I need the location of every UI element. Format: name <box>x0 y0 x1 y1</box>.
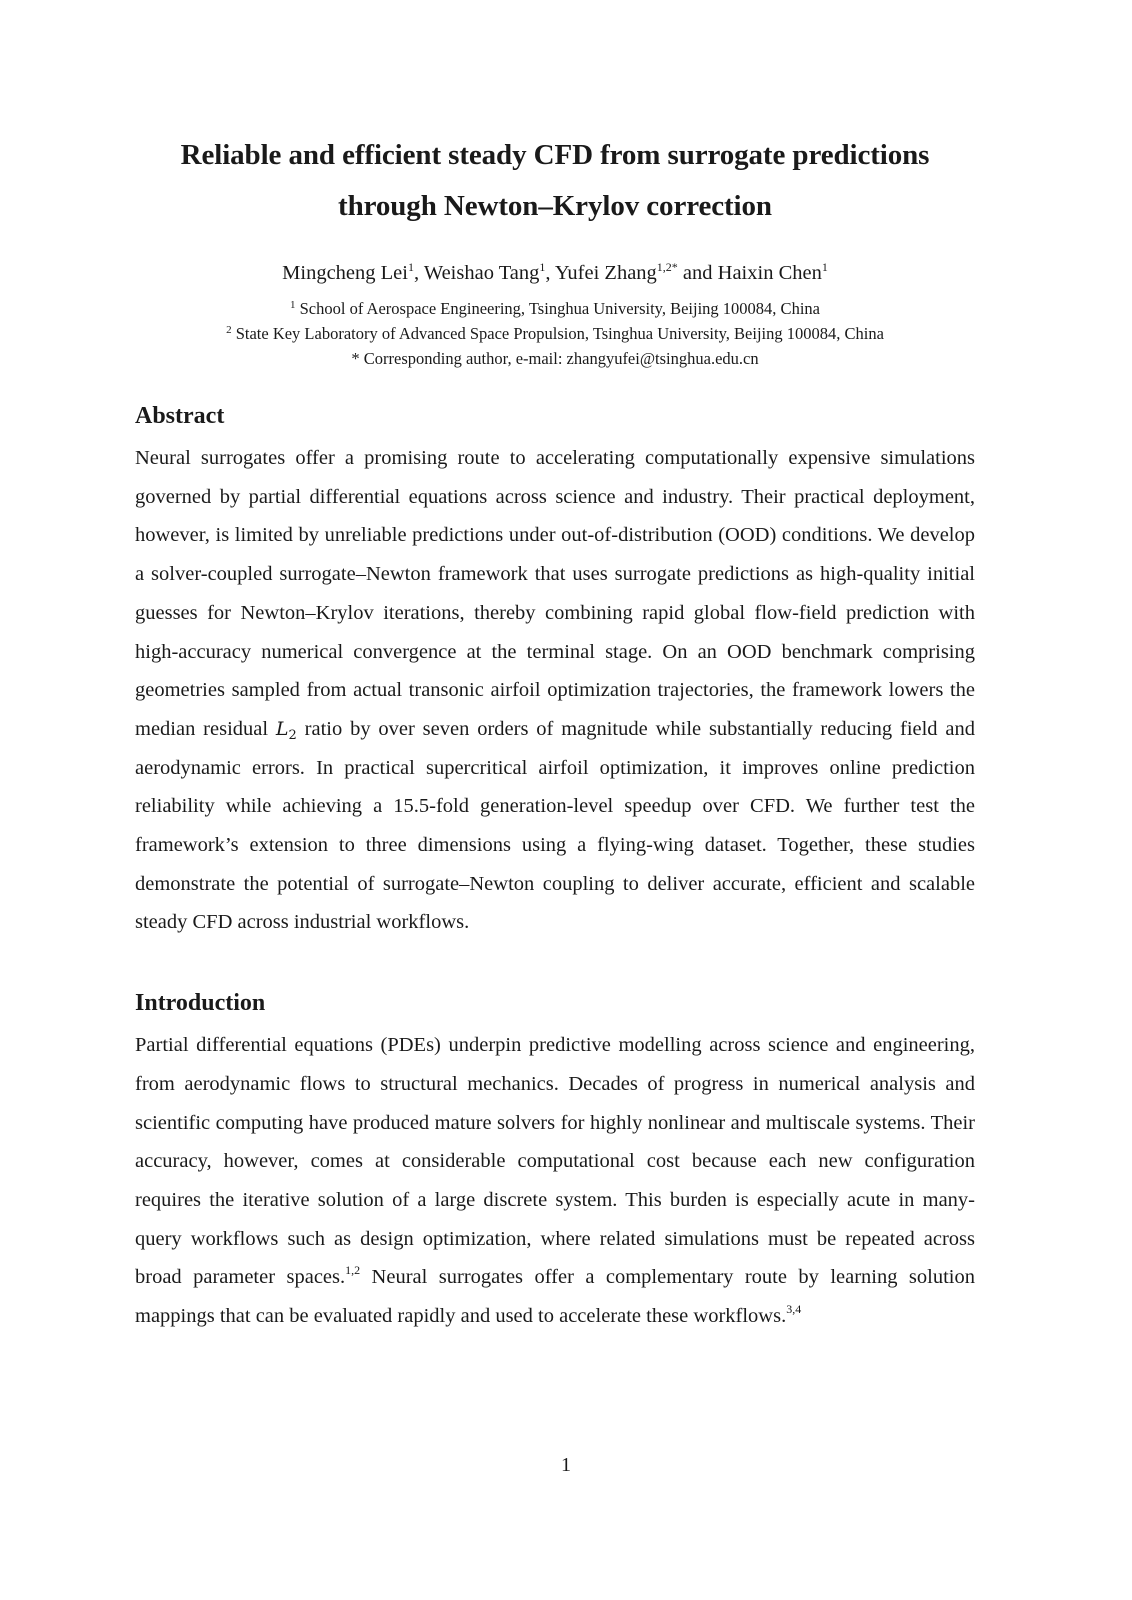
citation-mark: 1,2 <box>345 1263 361 1278</box>
abstract-text-part-1: Neural surrogates offer a promising route to accelerating computationally expensive simulations governed by partial differential equations across science and industry. Their practical deployment, however, is limited by unreliable predictions under out-of-distribution (OOD) conditions. We develop a solver-coupled surrogate–Newton framework that uses surrogate predictions as high-quality initial guesses for Newton–Krylov iterations, thereby combining rapid global flow-field prediction with high-accuracy numerical convergence at the terminal stage. On an OOD benchmark comprising geometries sampled from actual transonic airfoil optimization trajectories, the framework lowers the median residual <box>135 447 975 740</box>
author-name: Haixin Chen <box>717 262 822 284</box>
paper-title <box>135 130 975 232</box>
math-subscript: 2 <box>288 727 297 743</box>
affiliation-1 <box>135 296 975 321</box>
affiliation-text: State Key Laboratory of Advanced Space Propulsion, Tsinghua University, Beijing 100084, China <box>231 324 884 343</box>
affiliation-mark: 1 <box>290 299 296 311</box>
author-affiliation-mark: 1 <box>821 260 828 274</box>
introduction-paragraph <box>135 1026 975 1336</box>
title-line-2: through Newton–Krylov correction <box>338 190 772 222</box>
author-name: Yufei Zhang <box>554 262 657 284</box>
author-separator: , <box>545 262 555 284</box>
math-symbol: L <box>275 717 289 740</box>
author-list <box>135 260 975 286</box>
author-affiliation-mark: 1 <box>539 260 546 274</box>
affiliation-text: School of Aerospace Engineering, Tsinghua University, Beijing 100084, China <box>295 299 820 318</box>
affiliation-2 <box>135 321 975 346</box>
abstract-paragraph <box>135 439 975 942</box>
author-name: Weishao Tang <box>423 262 540 284</box>
author-affiliation-mark: 1,2* <box>656 260 678 274</box>
author-affiliation-mark: 1 <box>407 260 414 274</box>
affiliation-list <box>135 296 975 371</box>
author-name: Mingcheng Lei <box>282 262 408 284</box>
citation-mark: 3,4 <box>786 1302 802 1317</box>
page-number: 1 <box>561 1454 571 1476</box>
author-separator: , <box>413 262 424 284</box>
corresponding-author: * Corresponding author, e-mail: zhangyufei@tsinghua.edu.cn <box>351 349 759 368</box>
affiliation-mark: 2 <box>226 324 232 336</box>
intro-text-part-2: Neural surrogates offer a complementary route by learning solution mappings that can be evaluated rapidly and used to accelerate these workflows. <box>135 1266 975 1328</box>
abstract-text-part-2: ratio by over seven orders of magnitude while substantially reducing field and aerodynamic errors. In practical supercritical airfoil optimization, it improves online prediction reliability while achieving a 15.5-fold generation-level speedup over CFD. We further test the framework’s extension to three dimensions using a flying-wing dataset. Together, these studies demonstrate the potential of surrogate–Newton coupling to deliver accurate, efficient and scalable steady CFD across industrial workflows. <box>135 717 975 934</box>
math-l2 <box>275 717 297 743</box>
title-line-1: Reliable and efficient steady CFD from surrogate predictions <box>180 139 930 171</box>
abstract-heading: Abstract <box>135 403 225 429</box>
page-content <box>135 130 975 1336</box>
author-separator: and <box>677 262 718 284</box>
introduction-heading: Introduction <box>135 990 266 1017</box>
intro-text-part-1: Partial differential equations (PDEs) underpin predictive modelling across science and engineering, from aerodynamic flows to structural mechanics. Decades of progress in numerical analysis and scientific computing have produced mature solvers for highly nonlinear and multiscale systems. Their accuracy, however, comes at considerable computational cost because each new configuration requires the iterative solution of a large discrete system. This burden is especially acute in many-query workflows such as design optimization, where related simulations must be repeated across broad parameter spaces. <box>135 1034 975 1289</box>
